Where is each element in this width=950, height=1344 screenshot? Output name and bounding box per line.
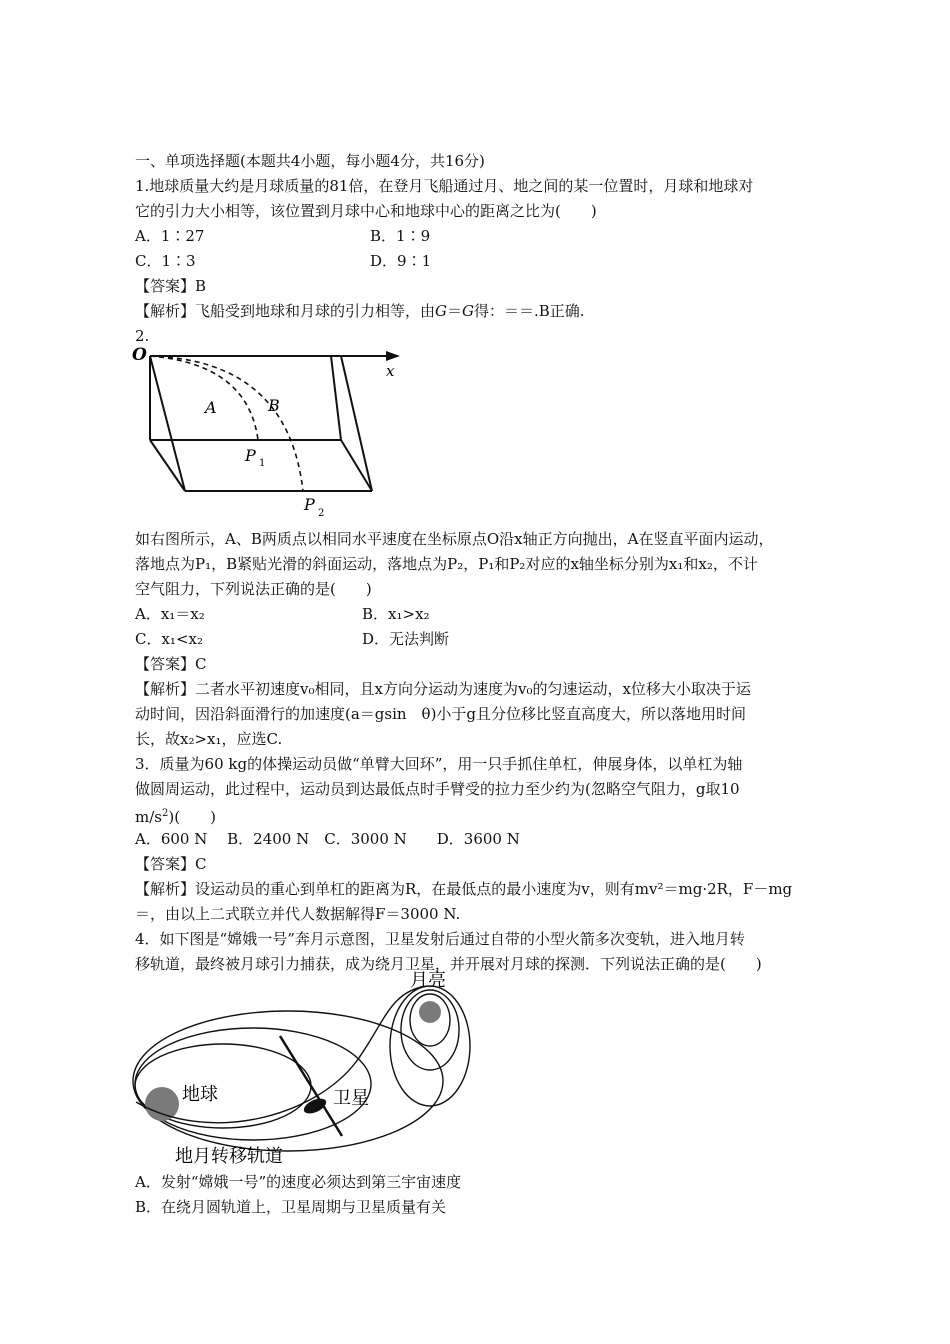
- q3-options[interactable]: A．600 N B．2400 N C．3000 N D．3600 N: [135, 830, 520, 848]
- moon-label: 月亮: [410, 970, 446, 991]
- q1-answer: 【答案】B: [135, 277, 207, 295]
- q2-analysis-text1: 二者水平初速度v₀相同，且x方向分运动为速度为v₀的匀速运动，x位移大小取决于运: [195, 680, 751, 698]
- q4-stem-line2: 移轨道，最终被月球引力捕获，成为绕月卫星，并开展对月球的探测．下列说法正确的是( ): [135, 955, 762, 973]
- projectile-incline-figure: [128, 342, 418, 522]
- label-a: A: [205, 398, 217, 417]
- q1-analysis-eq: ＝: [447, 302, 463, 320]
- q3-paren: )( ): [168, 808, 216, 826]
- q3-analysis-line2: ＝，由以上二式联立并代人数据解得F＝3000 N.: [135, 905, 461, 923]
- transfer-orbit-label: 地月转移轨道: [175, 1146, 283, 1167]
- q3-stem-line3: [135, 804, 216, 827]
- q2-number: 2.: [135, 327, 150, 345]
- q2-analysis-line1: [135, 679, 751, 699]
- origin-label: O: [132, 345, 147, 365]
- q1-option-a[interactable]: A．1∶27: [135, 227, 205, 245]
- q2-analysis-line2: 动时间，因沿斜面滑行的加速度(a＝gsin θ)小于g且分位移比竖直高度大，所以落地用时间: [135, 705, 747, 723]
- chang-e-orbit-figure: [128, 966, 488, 1171]
- q1-analysis-g1: G: [435, 302, 448, 320]
- q2-stem-line1: 如右图所示，A、B两质点以相同水平速度在坐标原点O沿x轴正方向抛出，A在竖直平面内运动，: [135, 530, 774, 548]
- q2-analysis-label: 【解析】: [135, 680, 196, 698]
- q1-analysis-tail: 得：＝＝.B正确.: [474, 302, 585, 320]
- label-p2: P: [304, 495, 315, 514]
- q1-analysis-label: 【解析】: [135, 302, 196, 320]
- earth: [145, 1087, 179, 1121]
- q3-answer: 【答案】C: [135, 855, 207, 873]
- q1-option-b[interactable]: B．1∶9: [370, 227, 431, 245]
- label-p1-sub: 1: [259, 458, 266, 469]
- section-title: 一、单项选择题(本题共4小题，每小题4分，共16分): [135, 152, 485, 170]
- q2-stem-line3: 空气阻力，下列说法正确的是( ): [135, 580, 372, 598]
- q4-option-a[interactable]: A．发射“嫦娥一号”的速度必须达到第三宇宙速度: [135, 1173, 462, 1191]
- q1-option-d[interactable]: D．9∶1: [370, 252, 432, 270]
- q3-stem-line1: 3．质量为60 kg的体操运动员做“单臂大回环”，用一只手抓住单杠，伸展身体，以单杠为轴: [135, 755, 743, 773]
- q2-analysis-line3: 长，故x₂>x₁，应选C.: [135, 730, 283, 748]
- satellite: [302, 1095, 329, 1116]
- q4-stem-line1: 4．如下图是“嫦娥一号”奔月示意图，卫星发射后通过自带的小型火箭多次变轨，进入地月转: [135, 930, 745, 948]
- x-axis-label: x: [386, 362, 395, 380]
- q3-analysis-line1: [135, 879, 792, 899]
- earth-label: 地球: [182, 1084, 218, 1105]
- q1-analysis-g2: G: [462, 302, 475, 320]
- moon: [419, 1001, 441, 1023]
- q1-analysis: [135, 301, 585, 321]
- q3-analysis-label: 【解析】: [135, 880, 196, 898]
- q1-stem-line2: 它的引力大小相等，该位置到月球中心和地球中心的距离之比为( ): [135, 202, 597, 220]
- q2-option-d[interactable]: D．无法判断: [362, 630, 450, 648]
- label-p1: P: [245, 446, 256, 465]
- q2-answer: 【答案】C: [135, 655, 207, 673]
- q3-analysis-text1: 设运动员的重心到单杠的距离为R，在最低点的最小速度为v，则有mv²＝mg·2R，F－mg: [195, 880, 793, 898]
- label-p2-sub: 2: [318, 508, 325, 519]
- label-b: B: [268, 396, 280, 415]
- q2-option-b[interactable]: B．x₁>x₂: [362, 605, 430, 623]
- q3-unit: m/s: [135, 808, 162, 826]
- q3-unit-sup: 2: [161, 808, 169, 819]
- q3-stem-line2: 做圆周运动，此过程中，运动员到达最低点时手臂受的拉力至少约为(忽略空气阻力，g取10: [135, 780, 740, 798]
- satellite-label: 卫星: [333, 1088, 369, 1109]
- q2-stem-line2: 落地点为P₁，B紧贴光滑的斜面运动，落地点为P₂，P₁和P₂对应的x轴坐标分别为x₁和x₂，不计: [135, 555, 758, 573]
- q2-option-c[interactable]: C．x₁<x₂: [135, 630, 203, 648]
- q1-analysis-text: 飞船受到地球和月球的引力相等，由: [195, 302, 436, 320]
- q1-option-c[interactable]: C．1∶3: [135, 252, 196, 270]
- q1-stem-line1: 1.地球质量大约是月球质量的81倍，在登月飞船通过月、地之间的某一位置时，月球和地球对: [135, 177, 754, 195]
- q4-option-b[interactable]: B．在绕月圆轨道上，卫星周期与卫星质量有关: [135, 1198, 447, 1216]
- q2-option-a[interactable]: A．x₁＝x₂: [135, 605, 205, 623]
